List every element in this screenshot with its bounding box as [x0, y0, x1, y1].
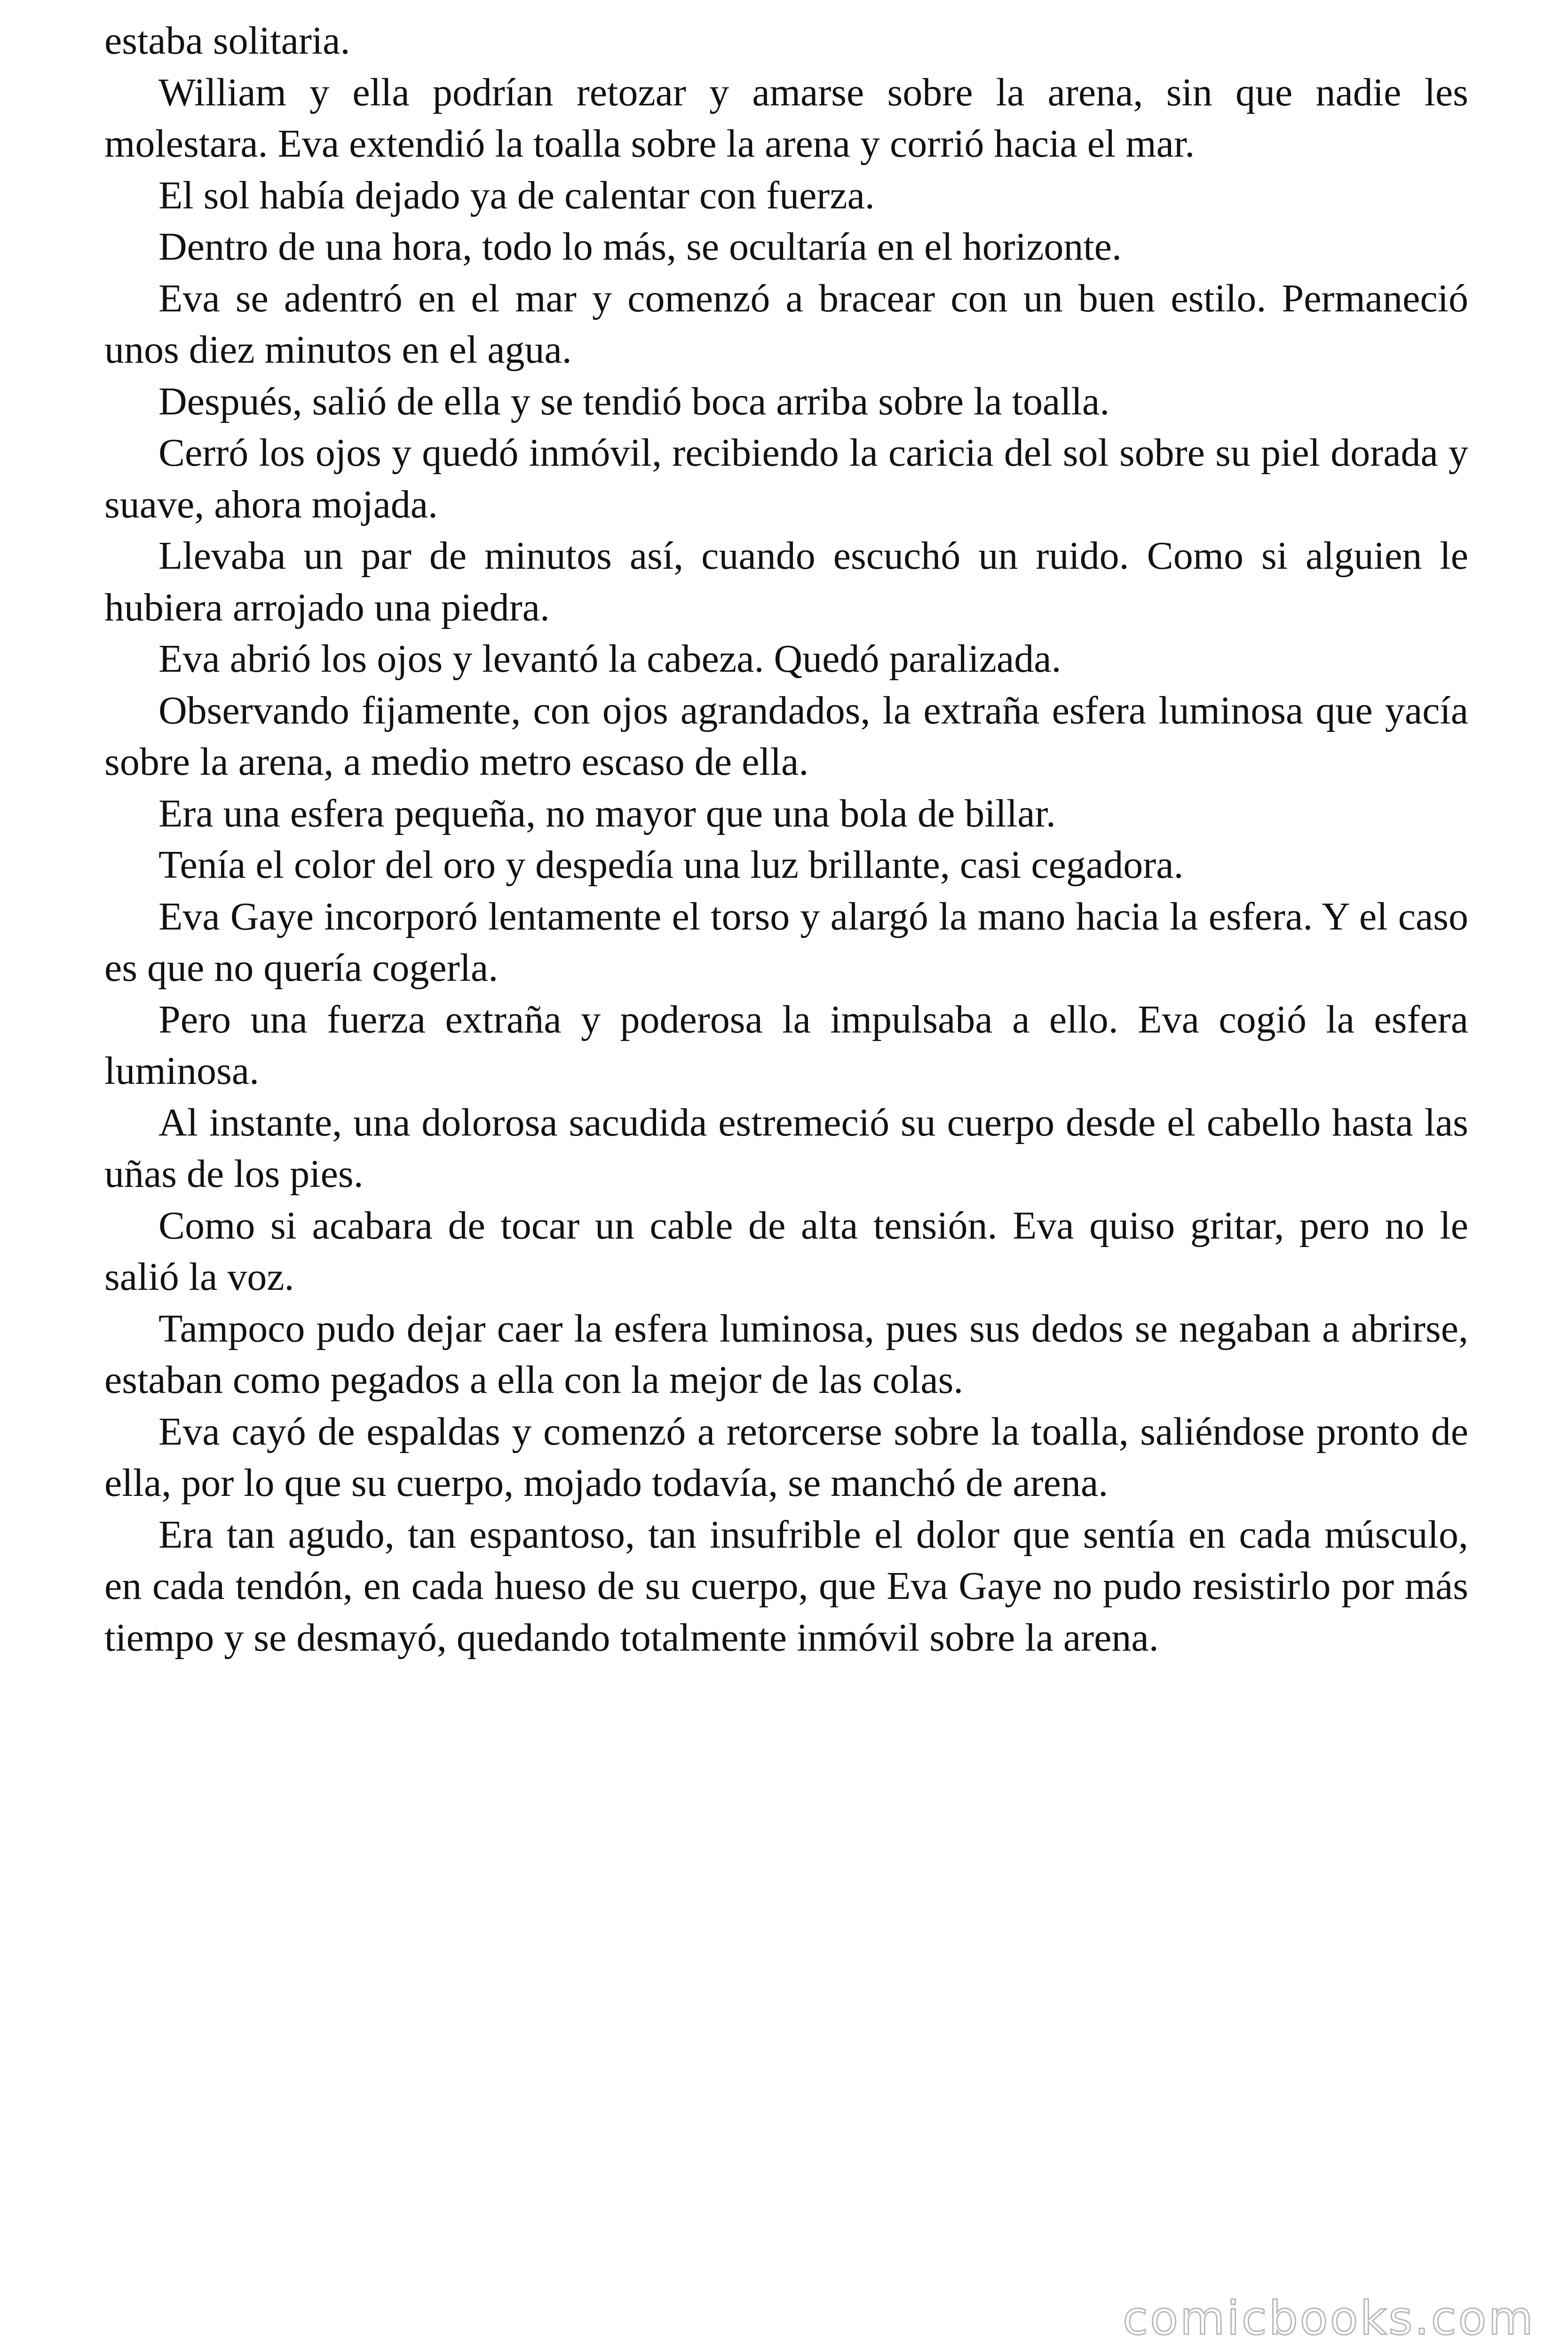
paragraph: Tenía el color del oro y despedía una luz brillante, casi cegadora. [158, 843, 1184, 887]
paragraph: Dentro de una hora, todo lo más, se ocultaría en el horizonte. [158, 225, 1122, 269]
paragraph: Era tan agudo, tan espantoso, tan insufrible el dolor que sentía en cada músculo, en cada tendón, en cada hueso de su cuerpo, que Eva Gaye no pudo resistirlo por más tiempo y se desmayó, quedando totalmente inmóvil sobre la arena. [104, 1512, 1468, 1660]
paragraph: Eva abrió los ojos y levantó la cabeza. Quedó paralizada. [158, 637, 1061, 681]
paragraph: Al instante, una dolorosa sacudida estremeció su cuerpo desde el cabello hasta las uñas de los pies. [104, 1100, 1468, 1196]
paragraph: Observando fijamente, con ojos agrandados, la extraña esfera luminosa que yacía sobre la arena, a medio metro escaso de ella. [104, 688, 1468, 784]
body-text [104, 15, 1468, 1663]
paragraph: William y ella podrían retozar y amarse sobre la arena, sin que nadie les molestara. Eva extendió la toalla sobre la arena y corrió hacia el mar. [104, 70, 1468, 166]
paragraph: Eva se adentró en el mar y comenzó a bracear con un buen estilo. Permaneció unos diez minutos en el agua. [104, 276, 1468, 372]
paragraph: Era una esfera pequeña, no mayor que una bola de billar. [158, 791, 1056, 835]
paragraph: Pero una fuerza extraña y poderosa la impulsaba a ello. Eva cogió la esfera luminosa. [104, 997, 1468, 1093]
paragraph: Llevaba un par de minutos así, cuando escuchó un ruido. Como si alguien le hubiera arrojado una piedra. [104, 534, 1468, 629]
paragraph: Eva Gaye incorporó lentamente el torso y alargó la mano hacia la esfera. Y el caso es que no quería cogerla. [104, 894, 1468, 990]
paragraph: Después, salió de ella y se tendió boca arriba sobre la toalla. [158, 379, 1110, 423]
paragraph: estaba solitaria. [104, 19, 350, 63]
paragraph: Tampoco pudo dejar caer la esfera luminosa, pues sus dedos se negaban a abrirse, estaban como pegados a ella con la mejor de las colas. [104, 1306, 1468, 1402]
watermark-logo: comicbooks.com [1123, 2292, 1535, 2345]
paragraph: Cerró los ojos y quedó inmóvil, recibiendo la caricia del sol sobre su piel dorada y suave, ahora mojada. [104, 431, 1468, 526]
paragraph: El sol había dejado ya de calentar con fuerza. [158, 173, 875, 217]
paragraph: Como si acabara de tocar un cable de alta tensión. Eva quiso gritar, pero no le salió la voz. [104, 1203, 1468, 1299]
paragraph: Eva cayó de espaldas y comenzó a retorcerse sobre la toalla, saliéndose pronto de ella, por lo que su cuerpo, mojado todavía, se manchó de arena. [104, 1409, 1468, 1505]
